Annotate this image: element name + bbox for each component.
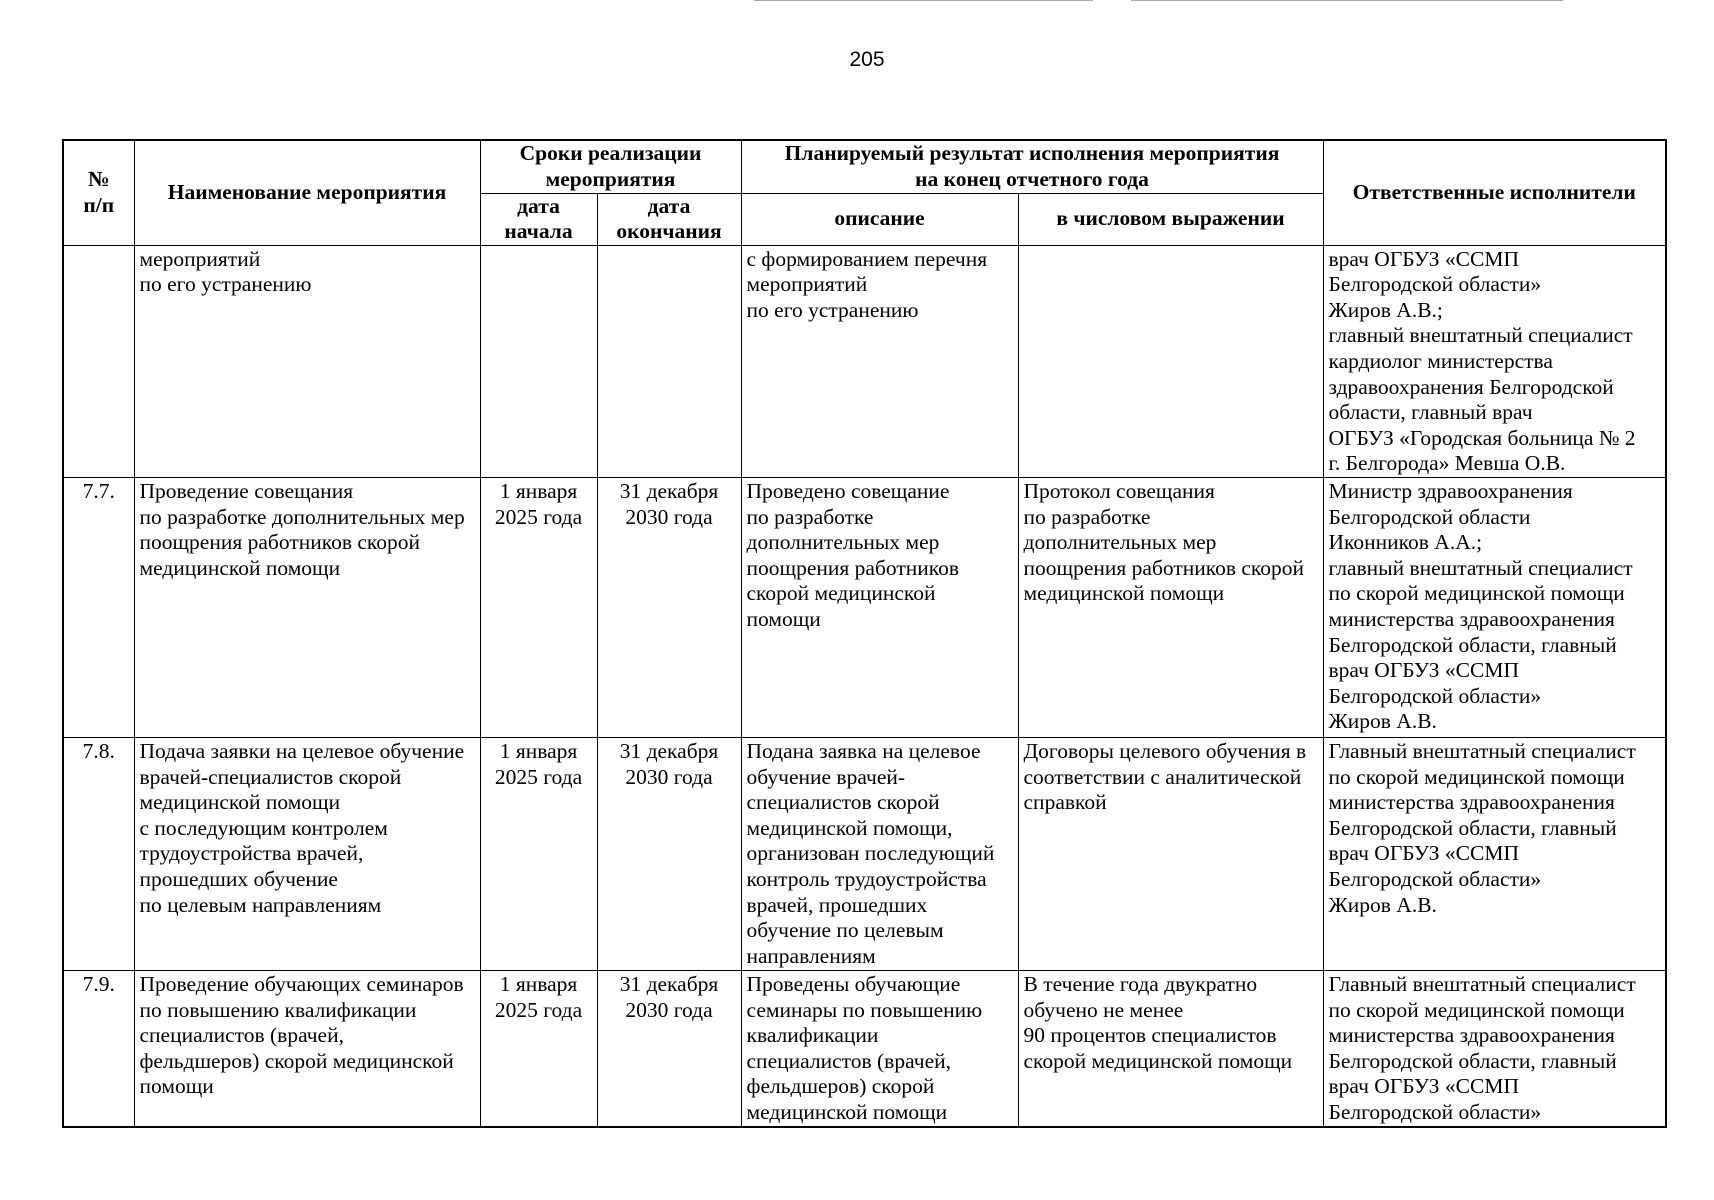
scan-edge-line (754, 0, 1093, 1)
table-body (63, 245, 1666, 1126)
cell-responsible: Министр здравоохранения Белгородской области Иконников А.А.; главный внештатный специалист по скорой медицинской помощи министерства здравоохранения Белгородской области, главный врач ОГБУЗ «ССМП Белгородской области» Жиров А.В. (1323, 478, 1666, 738)
header-responsible: Ответственные исполнители (1323, 140, 1666, 245)
header-start-date: дата начала (480, 193, 597, 245)
header-end-date: дата окончания (597, 193, 741, 245)
cell-start-date (480, 245, 597, 477)
cell-end-date: 31 декабря 2030 года (597, 478, 741, 738)
table-row (63, 478, 1666, 738)
cell-end-date: 31 декабря 2030 года (597, 738, 741, 971)
header-planned-result: Планируемый результат исполнения мероприятия на конец отчетного года (741, 140, 1323, 193)
activities-table (62, 139, 1667, 1128)
header-number: № п/п (63, 140, 134, 245)
table-row (63, 245, 1666, 477)
cell-start-date: 1 января 2025 года (480, 971, 597, 1127)
cell-number: 7.9. (63, 971, 134, 1127)
cell-activity-name: Подача заявки на целевое обучение врачей-специалистов скорой медицинской помощи с последующим контролем трудоустройства врачей, прошедших обучение по целевым направлениям (134, 738, 480, 971)
header-row (63, 140, 1666, 193)
header-result-value: в числовом выражении (1018, 193, 1323, 245)
cell-result-value: Протокол совещания по разработке дополнительных мер поощрения работников скорой медицинской помощи (1018, 478, 1323, 738)
table-header (63, 140, 1666, 245)
cell-result-value: Договоры целевого обучения в соответствии с аналитической справкой (1018, 738, 1323, 971)
cell-activity-name: мероприятий по его устранению (134, 245, 480, 477)
cell-end-date: 31 декабря 2030 года (597, 971, 741, 1127)
cell-activity-name: Проведение совещания по разработке дополнительных мер поощрения работников скорой медицинской помощи (134, 478, 480, 738)
table-row (63, 971, 1666, 1127)
cell-number (63, 245, 134, 477)
cell-number: 7.8. (63, 738, 134, 971)
cell-result-description: Проведены обучающие семинары по повышению квалификации специалистов (врачей, фельдшеров) скорой медицинской помощи (741, 971, 1018, 1127)
cell-result-value: В течение года двукратно обучено не менее 90 процентов специалистов скорой медицинской помощи (1018, 971, 1323, 1127)
cell-number: 7.7. (63, 478, 134, 738)
cell-result-description: с формированием перечня мероприятий по его устранению (741, 245, 1018, 477)
cell-activity-name: Проведение обучающих семинаров по повышению квалификации специалистов (врачей, фельдшеров) скорой медицинской помощи (134, 971, 480, 1127)
table-row (63, 738, 1666, 971)
scan-edge-line (1131, 0, 1563, 1)
cell-start-date: 1 января 2025 года (480, 738, 597, 971)
cell-responsible: врач ОГБУЗ «ССМП Белгородской области» Жиров А.В.; главный внештатный специалист кардиолог министерства здравоохранения Белгородской области, главный врач ОГБУЗ «Городская больница № 2 г. Белгорода» Мевша О.В. (1323, 245, 1666, 477)
page-number: 205 (849, 48, 885, 71)
cell-responsible: Главный внештатный специалист по скорой медицинской помощи министерства здравоохранения Белгородской области, главный врач ОГБУЗ «ССМП Белгородской области» (1323, 971, 1666, 1127)
header-timing: Сроки реализации мероприятия (480, 140, 741, 193)
cell-result-description: Проведено совещание по разработке дополнительных мер поощрения работников скорой медицинской помощи (741, 478, 1018, 738)
cell-result-description: Подана заявка на целевое обучение врачей- специалистов скорой медицинской помощи, организован последующий контроль трудоустройства врачей, прошедших обучение по целевым направлениям (741, 738, 1018, 971)
cell-start-date: 1 января 2025 года (480, 478, 597, 738)
header-result-description: описание (741, 193, 1018, 245)
cell-end-date (597, 245, 741, 477)
cell-responsible: Главный внештатный специалист по скорой медицинской помощи министерства здравоохранения Белгородской области, главный врач ОГБУЗ «ССМП Белгородской области» Жиров А.В. (1323, 738, 1666, 971)
cell-result-value (1018, 245, 1323, 477)
header-activity-name: Наименование мероприятия (134, 140, 480, 245)
